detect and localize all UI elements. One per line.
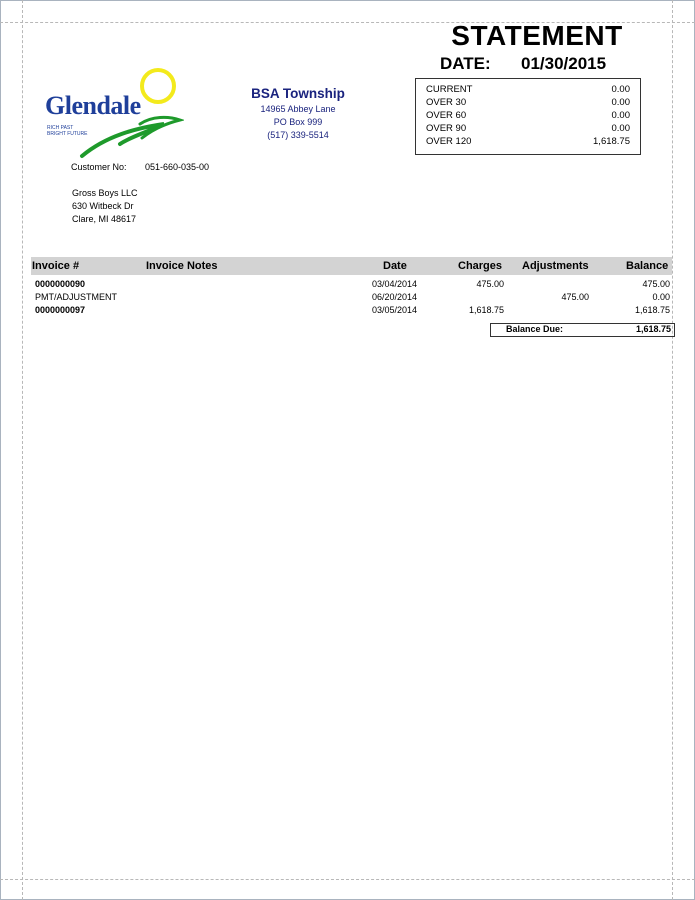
invoice-balance: 0.00 xyxy=(652,292,670,302)
aging-label: OVER 120 xyxy=(426,136,472,147)
margin-guide-left xyxy=(22,0,23,900)
invoice-date: 03/04/2014 xyxy=(372,279,418,289)
aging-value: 1,618.75 xyxy=(593,136,630,147)
table-row xyxy=(0,279,695,291)
invoice-adjustments: 475.00 xyxy=(561,292,589,302)
aging-value: 0.00 xyxy=(611,97,630,108)
column-header-date: Date xyxy=(383,260,407,272)
column-header-invoice: Invoice # xyxy=(32,260,80,272)
margin-guide-bottom xyxy=(0,879,695,880)
company-name: BSA Township xyxy=(251,86,345,101)
margin-guide-right xyxy=(672,0,673,900)
aging-row-over-30 xyxy=(426,97,630,110)
invoice-balance: 475.00 xyxy=(642,279,670,289)
invoice-number: PMT/ADJUSTMENT xyxy=(35,292,117,302)
aging-value: 0.00 xyxy=(611,123,630,134)
customer-number-label: Customer No: xyxy=(71,162,127,172)
balance-due-box xyxy=(490,323,675,337)
customer-city-state-zip: Clare, MI 48617 xyxy=(72,214,137,224)
statement-date: 01/30/2015 xyxy=(521,54,607,73)
aging-summary-box xyxy=(415,78,641,155)
aging-row-over-90 xyxy=(426,123,630,136)
company-phone: (517) 339-5514 xyxy=(267,130,329,140)
company-address-line-1: 14965 Abbey Lane xyxy=(260,104,336,114)
glendale-logo xyxy=(44,64,184,160)
aging-label: OVER 60 xyxy=(426,110,467,121)
aging-label: CURRENT xyxy=(426,84,473,95)
invoice-number: 0000000097 xyxy=(35,305,86,315)
aging-row-over-120 xyxy=(426,136,630,149)
aging-label: OVER 30 xyxy=(426,97,467,108)
invoice-number: 0000000090 xyxy=(35,279,86,289)
table-row xyxy=(0,305,695,317)
logo-tagline: RICH PAST xyxy=(47,125,74,131)
balance-due-label: Balance Due: xyxy=(506,324,564,334)
company-address-line-2: PO Box 999 xyxy=(273,117,323,127)
invoice-charges: 1,618.75 xyxy=(468,305,504,315)
invoice-balance: 1,618.75 xyxy=(634,305,670,315)
customer-street: 630 Witbeck Dr xyxy=(72,201,134,211)
invoice-charges: 475.00 xyxy=(476,279,504,289)
invoice-table-header xyxy=(31,257,672,275)
customer-number: 051-660-035-00 xyxy=(145,162,210,172)
aging-row-current xyxy=(426,84,630,97)
logo-wordmark: Glendale xyxy=(45,91,141,120)
aging-value: 0.00 xyxy=(611,110,630,121)
column-header-balance: Balance xyxy=(626,260,669,272)
column-header-adjustments: Adjustments xyxy=(522,260,589,272)
invoice-date: 06/20/2014 xyxy=(372,292,418,302)
aging-row-over-60 xyxy=(426,110,630,123)
table-row xyxy=(0,292,695,304)
column-header-notes: Invoice Notes xyxy=(146,260,218,272)
aging-value: 0.00 xyxy=(611,84,630,95)
logo-tagline: BRIGHT FUTURE xyxy=(47,131,88,137)
date-label: DATE: xyxy=(440,54,491,73)
company-block xyxy=(228,86,368,140)
column-header-charges: Charges xyxy=(458,260,503,272)
aging-label: OVER 90 xyxy=(426,123,467,134)
customer-name: Gross Boys LLC xyxy=(72,188,138,198)
statement-title: STATEMENT xyxy=(451,20,623,51)
invoice-date: 03/05/2014 xyxy=(372,305,418,315)
balance-due-value: 1,618.75 xyxy=(635,324,671,334)
